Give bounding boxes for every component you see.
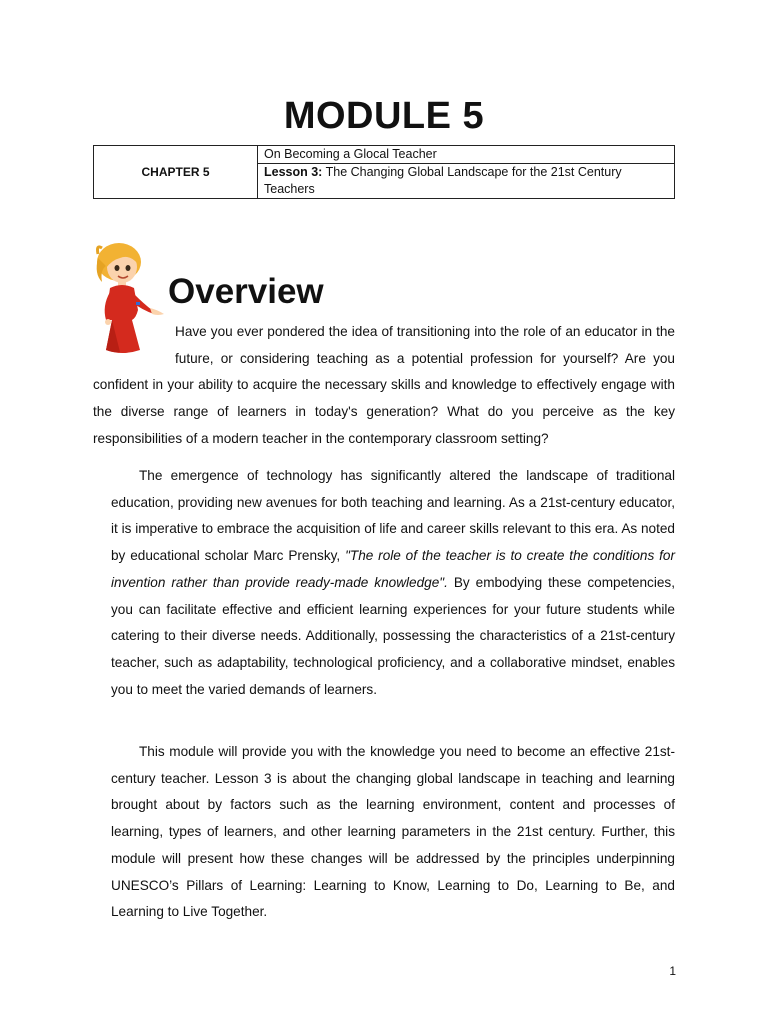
lesson-title: The Changing Global Landscape for the 21st Century Teachers <box>264 165 622 196</box>
prensky-quote: "The role of the teacher is to create the conditions for invention rather than provide ready-made knowledge". <box>111 548 675 590</box>
lesson-cell <box>258 164 675 199</box>
paragraph-2-text-start: The emergence of technology has significantly altered the landscape of traditional education, providing new avenues for both teaching and learning. As a 21st-century educator, it is imperative to embrace the acquisition of life and career skills relevant to this era. As noted by educational scholar Marc Prensky, <box>111 468 675 564</box>
page-number: 1 <box>669 964 676 978</box>
paragraph-1-text: Have you ever pondered the idea of transitioning into the role of an educator in the future, or considering teaching as a potential profession for yourself? Are you confident in your ability to acquire the necessary skills and knowledge to effectively engage with the diverse range of learners in today's generation? What do you perceive as the key responsibilities of a modern teacher in the contemporary classroom setting? <box>93 324 675 446</box>
chapter-cell: CHAPTER 5 <box>94 146 258 199</box>
overview-paragraph-2 <box>111 463 675 703</box>
chapter-info-table <box>93 145 675 199</box>
overview-paragraph-1 <box>93 319 675 453</box>
overview-paragraph-3: This module will provide you with the knowledge you need to become an effective 21st-century teacher. Lesson 3 is about the changing global landscape in teaching and learning brought about by factors such as the learning environment, content and processes of learning, types of learners, and other learning parameters in the 21st century. Further, this module will present how these changes will be addressed by the principles underpinning UNESCO’s Pillars of Learning: Learning to Know, Learning to Do, Learning to Be, and Learning to Live Together. <box>111 744 675 920</box>
chapter-title-cell: On Becoming a Glocal Teacher <box>258 146 675 164</box>
mascot-text-wrap-space <box>93 319 175 372</box>
lesson-label: Lesson 3: <box>264 165 323 179</box>
overview-heading: Overview <box>168 272 324 311</box>
paragraph-2-text-end: By embodying these competencies, you can facilitate effective and efficient learning experiences for your future students while catering to their diverse needs. Additionally, possessing the characteristics of a 21st-century teacher, such as adaptability, technological proficiency, and a collaborative mindset, enables you to meet the varied demands of learners. <box>111 574 675 697</box>
module-title: MODULE 5 <box>283 95 485 137</box>
